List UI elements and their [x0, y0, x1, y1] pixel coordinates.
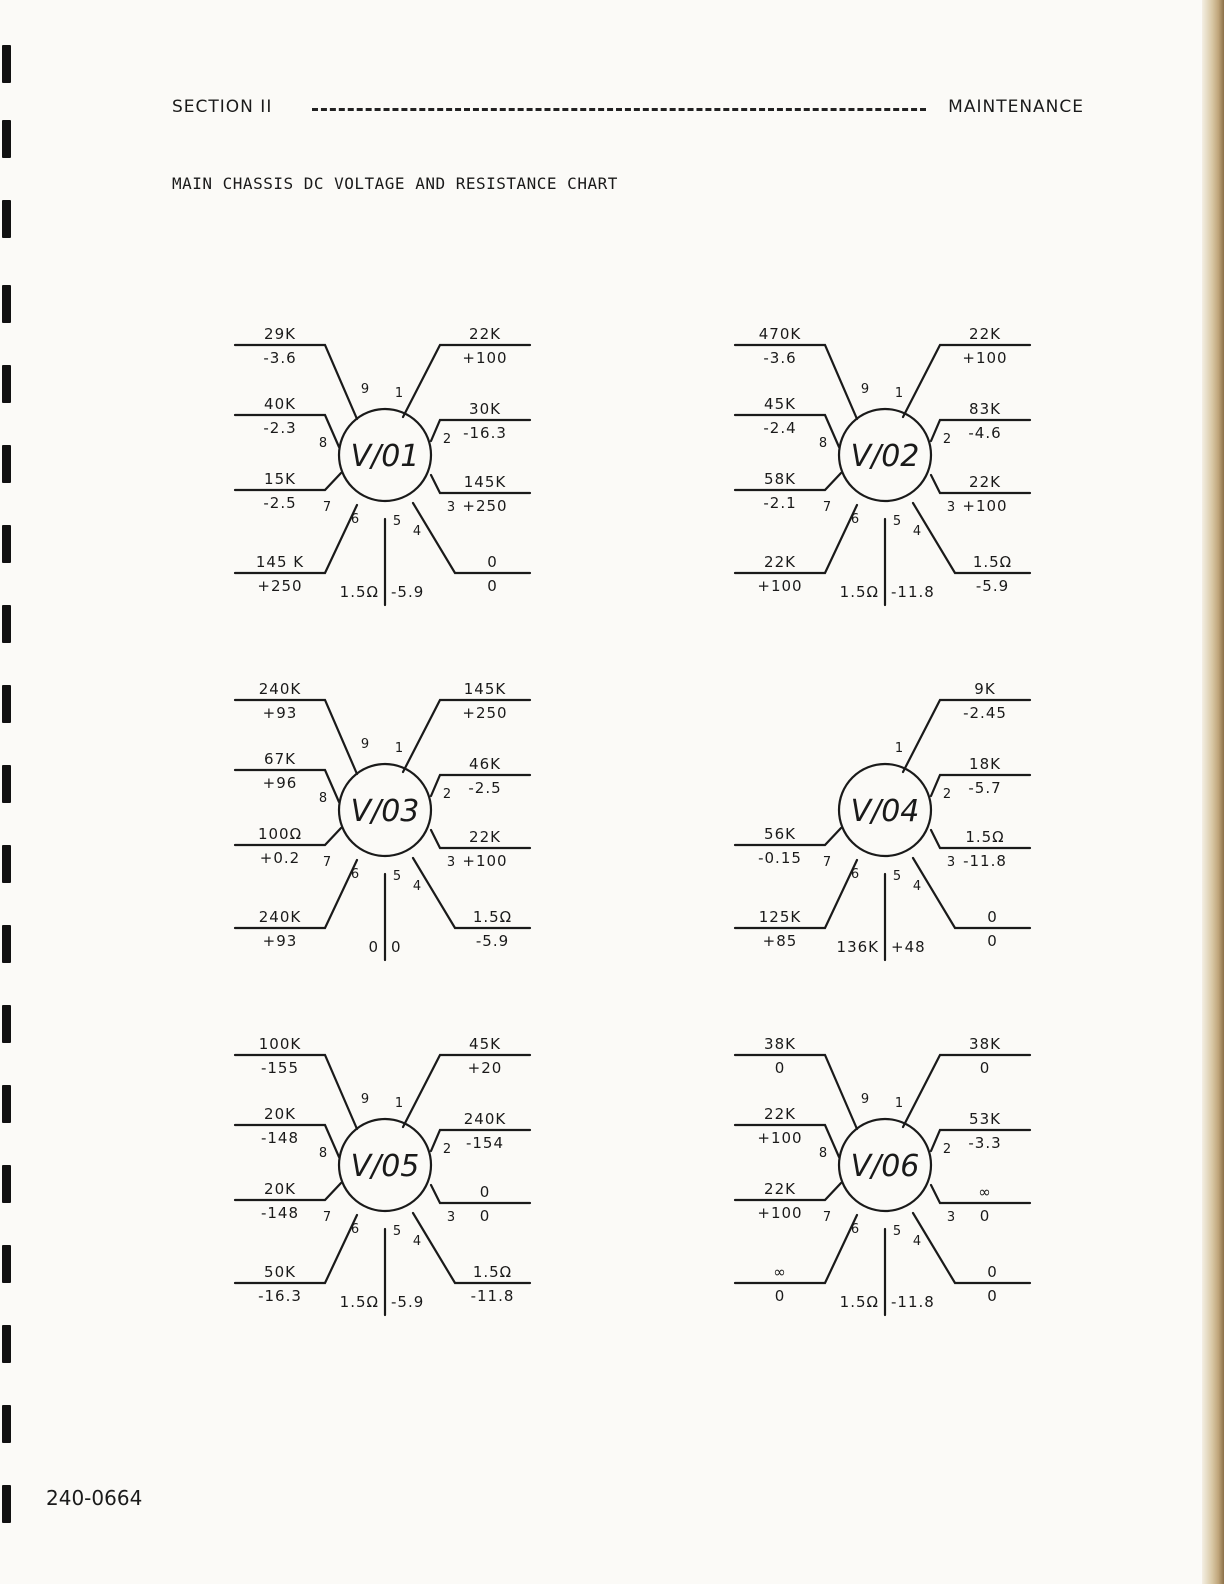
- pin-number: 9: [860, 1092, 870, 1107]
- pin-number: 3: [946, 500, 956, 515]
- pin-resistance-label: 1.5Ω: [339, 583, 379, 601]
- pin-number: 1: [894, 1096, 904, 1111]
- pin-resistance-label: 0: [487, 553, 498, 571]
- pin-resistance-label: 56K: [764, 825, 796, 843]
- pin-number: 9: [860, 382, 870, 397]
- pin-voltage-label: -2.4: [763, 419, 797, 437]
- pin-voltage-label: -5.9: [975, 577, 1010, 595]
- tube-label: V/06: [850, 1149, 920, 1184]
- pin-resistance-label: 38K: [764, 1035, 796, 1053]
- pin-resistance-label: 145 K: [255, 553, 305, 571]
- pin-number: 9: [360, 1092, 370, 1107]
- pin-lead-line: [235, 1215, 360, 1283]
- pin-voltage-label: -11.8: [891, 583, 935, 601]
- pin-voltage-label: 0: [979, 1059, 991, 1077]
- pin-number: 5: [892, 514, 902, 529]
- pin-number: 1: [894, 741, 904, 756]
- pin-resistance-label: ∞: [978, 1183, 992, 1201]
- pin-voltage-label: +20: [467, 1059, 503, 1077]
- pin-resistance-label: 20K: [264, 1105, 296, 1123]
- pin-number: 1: [894, 386, 904, 401]
- tube-label: V/04: [850, 794, 920, 829]
- pin-lead-line: [735, 1055, 857, 1129]
- pin-voltage-label: +93: [262, 932, 298, 950]
- pin-voltage-label: 0: [391, 938, 402, 956]
- pin-resistance-label: 46K: [469, 755, 501, 773]
- pin-voltage-label: -3.6: [763, 349, 797, 367]
- pin-number: 4: [412, 879, 422, 894]
- pin-resistance-label: 240K: [463, 1110, 507, 1128]
- pin-voltage-label: 0: [774, 1059, 786, 1077]
- pin-number: 4: [412, 524, 422, 539]
- pin-resistance-label: 125K: [758, 908, 802, 926]
- pin-resistance-label: 53K: [969, 1110, 1001, 1128]
- pin-number: 7: [822, 855, 832, 870]
- pin-voltage-label: 0: [774, 1287, 786, 1305]
- pin-resistance-label: 67K: [264, 750, 296, 768]
- pin-voltage-label: +100: [757, 1129, 803, 1147]
- pin-voltage-label: -148: [260, 1204, 300, 1222]
- pin-voltage-label: -0.15: [758, 849, 802, 867]
- pin-number: 8: [818, 436, 828, 451]
- pin-resistance-label: 30K: [469, 400, 501, 418]
- pin-number: 3: [446, 500, 456, 515]
- pin-resistance-label: 22K: [764, 1180, 796, 1198]
- document-number: 240-0664: [46, 1486, 143, 1510]
- pin-resistance-label: 40K: [264, 395, 296, 413]
- tube-label: V/01: [350, 439, 420, 474]
- pin-resistance-label: 45K: [469, 1035, 501, 1053]
- pin-number: 1: [394, 1096, 404, 1111]
- pin-voltage-label: +85: [762, 932, 798, 950]
- pin-resistance-label: 20K: [264, 1180, 296, 1198]
- pin-number: 1: [394, 386, 404, 401]
- pin-resistance-label: 0: [368, 938, 379, 956]
- pin-lead-line: [735, 505, 860, 573]
- pin-lead-line: [913, 1213, 1030, 1283]
- pin-resistance-label: 58K: [764, 470, 796, 488]
- pin-voltage-label: 0: [987, 932, 998, 950]
- pin-resistance-label: 240K: [258, 680, 302, 698]
- pin-resistance-label: 100K: [258, 1035, 302, 1053]
- pin-number: 6: [850, 1222, 860, 1237]
- pin-resistance-label: 15K: [264, 470, 296, 488]
- pin-voltage-label: +96: [262, 774, 298, 792]
- pin-number: 7: [322, 855, 332, 870]
- pin-number: 4: [912, 524, 922, 539]
- pin-voltage-label: +100: [462, 852, 508, 870]
- pin-voltage-label: -148: [260, 1129, 300, 1147]
- pin-number: 2: [942, 787, 952, 802]
- pin-resistance-label: 1.5Ω: [839, 583, 879, 601]
- pin-resistance-label: 50K: [264, 1263, 296, 1281]
- pin-voltage-label: -2.5: [263, 494, 297, 512]
- header-title: MAINTENANCE: [948, 97, 1084, 117]
- chart-title: MAIN CHASSIS DC VOLTAGE AND RESISTANCE CHART: [172, 174, 618, 193]
- pin-number: 2: [942, 432, 952, 447]
- pin-lead-line: [735, 1215, 860, 1283]
- pin-voltage-label: -11.8: [963, 852, 1007, 870]
- pin-number: 3: [446, 1210, 456, 1225]
- tube-label: V/02: [850, 439, 920, 474]
- pin-resistance-label: 0: [479, 1183, 491, 1201]
- pin-voltage-label: -11.8: [891, 1293, 935, 1311]
- pin-number: 8: [318, 791, 328, 806]
- pin-voltage-label: -5.9: [391, 1293, 425, 1311]
- pin-voltage-label: -2.3: [263, 419, 297, 437]
- pin-voltage-label: +100: [462, 349, 508, 367]
- pin-voltage-label: 0: [479, 1207, 491, 1225]
- pin-resistance-label: 18K: [969, 755, 1001, 773]
- pin-voltage-label: -5.7: [968, 779, 1002, 797]
- pin-resistance-label: 22K: [764, 553, 796, 571]
- pin-resistance-label: 100Ω: [257, 825, 303, 843]
- pin-resistance-label: 83K: [969, 400, 1001, 418]
- pin-voltage-label: -2.45: [963, 704, 1007, 722]
- pin-resistance-label: 1.5Ω: [839, 1293, 879, 1311]
- tube-label: V/03: [350, 794, 420, 829]
- pin-voltage-label: +100: [962, 497, 1008, 515]
- tube-v104: [735, 680, 1030, 960]
- pin-resistance-label: 145K: [463, 680, 507, 698]
- pin-voltage-label: +93: [262, 704, 298, 722]
- pin-voltage-label: -16.3: [463, 424, 507, 442]
- pin-number: 9: [360, 737, 370, 752]
- pin-number: 4: [912, 879, 922, 894]
- pin-voltage-label: -3.6: [263, 349, 297, 367]
- pin-number: 8: [818, 1146, 828, 1161]
- pin-number: 2: [942, 1142, 952, 1157]
- pin-resistance-label: 9K: [974, 680, 996, 698]
- pin-resistance-label: 22K: [469, 325, 501, 343]
- pin-number: 6: [350, 512, 360, 527]
- pin-resistance-label: 0: [987, 1263, 998, 1281]
- pin-number: 8: [318, 1146, 328, 1161]
- pin-voltage-label: -4.6: [968, 424, 1002, 442]
- pin-number: 2: [442, 1142, 452, 1157]
- pin-resistance-label: 1.5Ω: [472, 1263, 513, 1281]
- pin-voltage-label: -154: [465, 1134, 505, 1152]
- pin-voltage-label: -5.9: [391, 583, 425, 601]
- pin-voltage-label: -3.3: [968, 1134, 1002, 1152]
- pin-number: 7: [322, 1210, 332, 1225]
- pin-resistance-label: 22K: [764, 1105, 796, 1123]
- pin-voltage-label: -5.9: [475, 932, 510, 950]
- pin-resistance-label: 1.5Ω: [972, 553, 1013, 571]
- pin-resistance-label: 1.5Ω: [472, 908, 513, 926]
- tube-v105: [235, 1035, 530, 1315]
- pin-voltage-label: +250: [462, 704, 508, 722]
- tube-v106: [735, 1035, 1030, 1315]
- pin-number: 6: [350, 867, 360, 882]
- pin-voltage-label: +100: [757, 577, 803, 595]
- pin-number: 2: [442, 787, 452, 802]
- pin-resistance-label: 45K: [764, 395, 796, 413]
- pin-resistance-label: 136K: [836, 938, 879, 956]
- pin-voltage-label: +48: [891, 938, 926, 956]
- pin-voltage-label: -11.8: [470, 1287, 515, 1305]
- tube-v103: [235, 680, 530, 960]
- pin-number: 9: [360, 382, 370, 397]
- pin-resistance-label: 29K: [264, 325, 296, 343]
- pin-voltage-label: +100: [962, 349, 1008, 367]
- pin-voltage-label: -155: [260, 1059, 300, 1077]
- pin-lead-line: [413, 1213, 530, 1283]
- tube-v101: [235, 325, 530, 605]
- pin-number: 5: [392, 514, 402, 529]
- pin-number: 7: [822, 500, 832, 515]
- pin-resistance-label: 22K: [969, 325, 1001, 343]
- pin-resistance-label: 145K: [463, 473, 507, 491]
- pin-resistance-label: ∞: [773, 1263, 787, 1281]
- pin-voltage-label: -16.3: [258, 1287, 302, 1305]
- pin-number: 8: [318, 436, 328, 451]
- pin-voltage-label: +100: [757, 1204, 803, 1222]
- pin-number: 6: [850, 867, 860, 882]
- pin-number: 6: [850, 512, 860, 527]
- section-label: SECTION II: [172, 97, 273, 117]
- pin-voltage-label: +0.2: [259, 849, 301, 867]
- pin-resistance-label: 240K: [258, 908, 302, 926]
- pin-number: 4: [912, 1234, 922, 1249]
- tube-label: V/05: [350, 1149, 420, 1184]
- pin-number: 6: [350, 1222, 360, 1237]
- pin-voltage-label: -2.1: [763, 494, 797, 512]
- pin-voltage-label: +250: [257, 577, 303, 595]
- pin-resistance-label: 0: [987, 908, 998, 926]
- pin-resistance-label: 1.5Ω: [339, 1293, 379, 1311]
- pin-resistance-label: 38K: [969, 1035, 1001, 1053]
- pin-voltage-label: -2.5: [468, 779, 502, 797]
- pin-number: 7: [322, 500, 332, 515]
- pin-number: 5: [392, 869, 402, 884]
- pin-number: 3: [446, 855, 456, 870]
- pin-voltage-label: 0: [987, 1287, 998, 1305]
- pin-number: 5: [892, 1224, 902, 1239]
- pin-lead-line: [903, 1055, 1030, 1127]
- pin-number: 3: [946, 1210, 956, 1225]
- pin-number: 4: [412, 1234, 422, 1249]
- pin-number: 1: [394, 741, 404, 756]
- pin-number: 5: [892, 869, 902, 884]
- pin-resistance-label: 22K: [469, 828, 501, 846]
- pin-resistance-label: 22K: [969, 473, 1001, 491]
- pin-voltage-label: 0: [487, 577, 498, 595]
- pin-number: 7: [822, 1210, 832, 1225]
- pin-number: 5: [392, 1224, 402, 1239]
- pin-voltage-label: +250: [462, 497, 508, 515]
- pin-number: 3: [946, 855, 956, 870]
- pin-voltage-label: 0: [979, 1207, 991, 1225]
- pin-resistance-label: 1.5Ω: [965, 828, 1005, 846]
- pin-resistance-label: 470K: [758, 325, 802, 343]
- tube-v102: [735, 325, 1030, 605]
- pin-number: 2: [442, 432, 452, 447]
